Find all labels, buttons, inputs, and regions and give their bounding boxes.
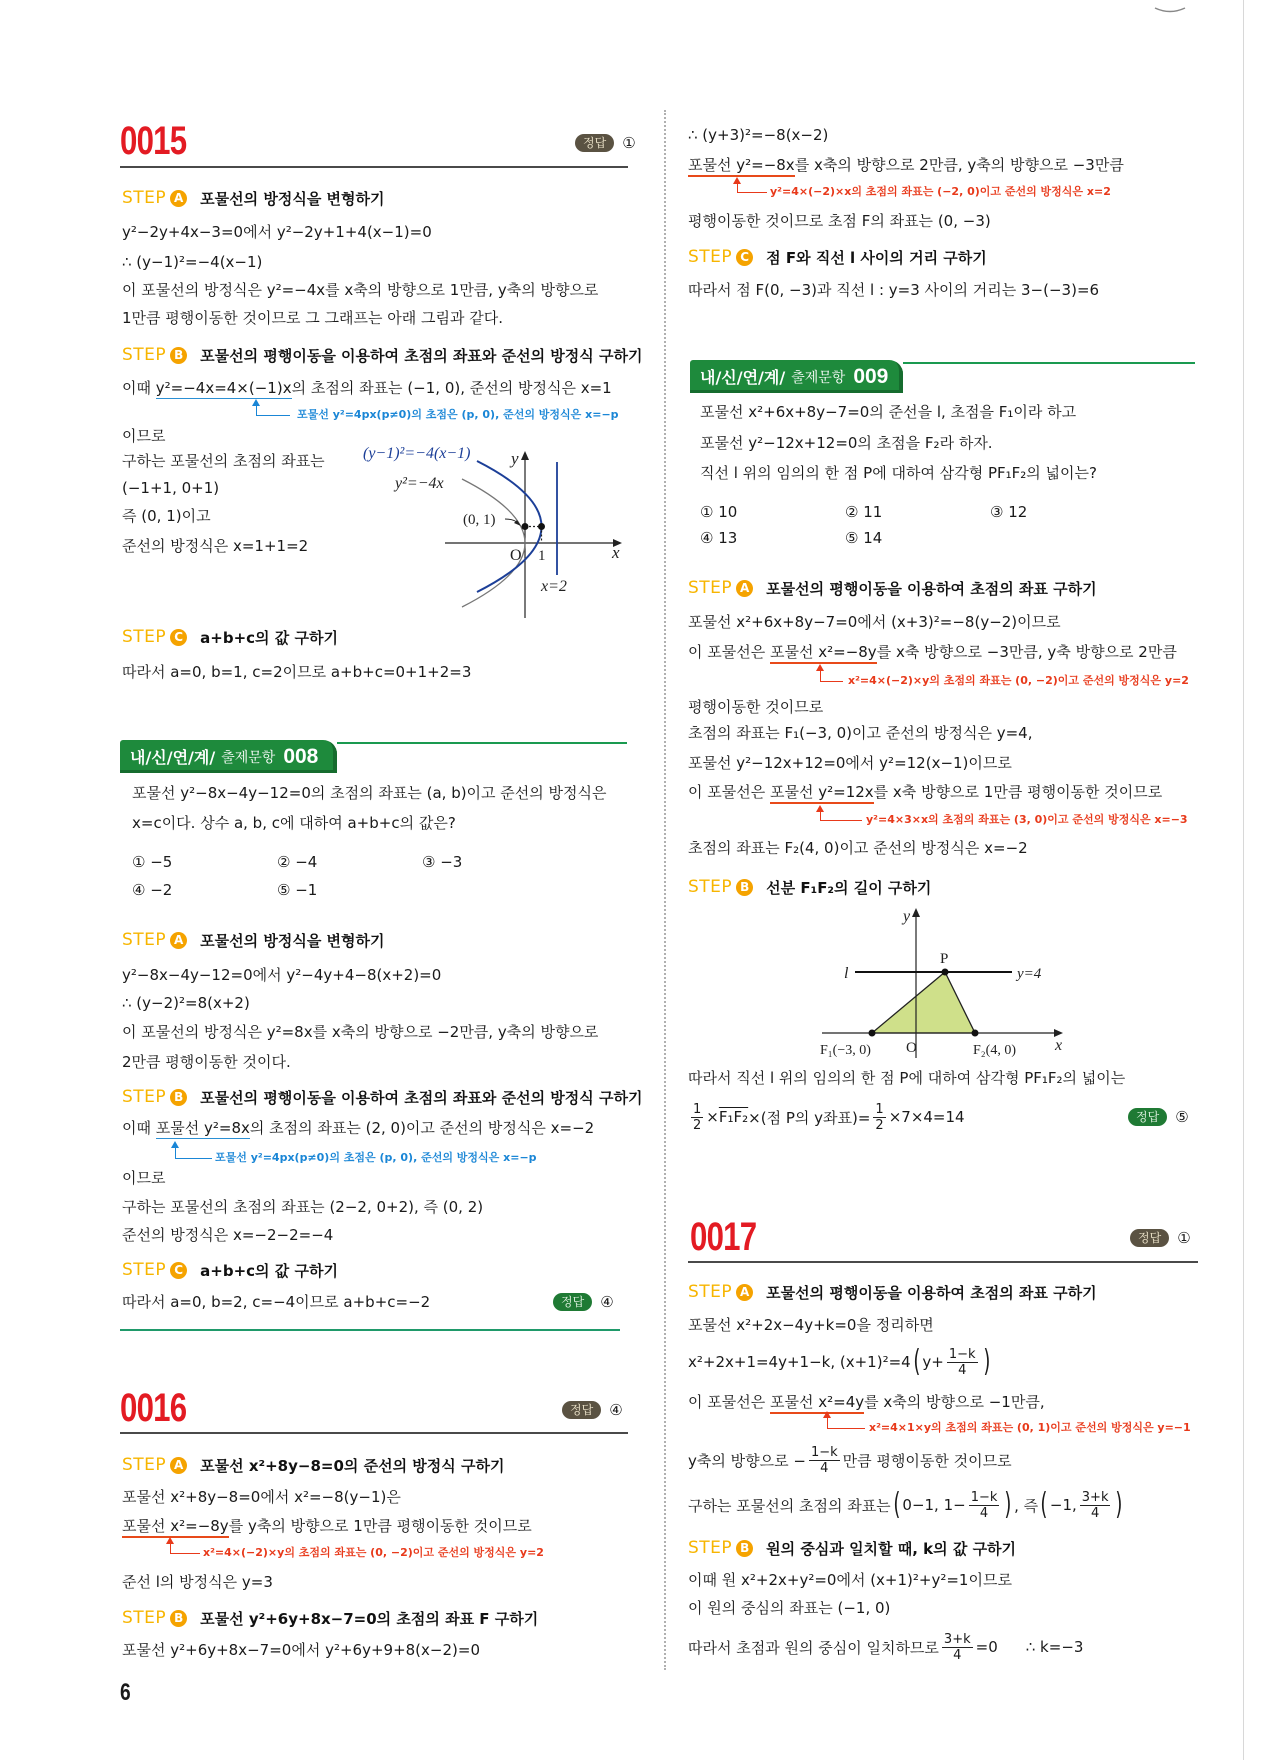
text: 의 초점의 좌표는 (−1, 0), 준선의 방정식은 x=1 [291, 379, 612, 397]
choice-2: ② −4 [277, 853, 318, 871]
arrow-leader [737, 192, 767, 193]
answer-badge: 정답 [562, 1401, 601, 1419]
answer-row [1128, 1107, 1189, 1127]
solution-line: 이므로 [122, 427, 166, 445]
section-divider [120, 1329, 620, 1331]
solution-line: ∴ (y−1)²=−4(x−1) [122, 253, 263, 271]
answer-badge: 정답 [553, 1293, 592, 1311]
point-f1-label: F₁(−3, 0) [820, 1043, 871, 1058]
related-question-header [120, 740, 337, 773]
fraction [809, 1445, 840, 1476]
answer-badge: 정답 [575, 134, 614, 152]
y-axis-label: y [511, 449, 519, 468]
question-line: 포물선 x²+6x+8y−7=0의 준선을 l, 초점을 F₁이라 하고 [700, 403, 1077, 421]
y-axis-label: y [903, 908, 911, 925]
text: =0 [975, 1638, 998, 1656]
answer-value: ⑤ [1175, 1108, 1189, 1126]
answer-value: ④ [600, 1293, 614, 1311]
choice-2: ② 11 [845, 503, 883, 521]
solution-line [688, 782, 1162, 802]
answer-value: ① [622, 134, 636, 152]
denominator: 2 [875, 1117, 884, 1133]
solution-line: 포물선 y²−12x+12=0에서 y²=12(x−1)이므로 [688, 754, 1012, 772]
answer-row [553, 1292, 614, 1312]
solution-line: 평행이동한 것이므로 [688, 698, 824, 716]
step-letter-badge: A [170, 1457, 187, 1474]
step-letter-badge: B [736, 879, 753, 896]
solution-line: y²−2y+4x−3=0에서 y²−2y+1+4(x−1)=0 [122, 223, 432, 241]
tick-label: 1 [538, 548, 546, 564]
page-edge-line [1243, 0, 1244, 1760]
header-rule [337, 742, 627, 744]
solution-line: 포물선 y²+6y+8x−7=0에서 y²+6y+9+8(x−2)=0 [122, 1641, 480, 1659]
numerator: 3+k [1081, 1489, 1109, 1505]
x-axis-label: x [612, 543, 620, 562]
numerator: 1−k [970, 1489, 998, 1505]
underlined-expression: 포물선 y²=−8x [688, 156, 795, 177]
solution-line: 이므로 [122, 1169, 166, 1187]
underlined-expression: 포물선 x²=−8y [770, 643, 877, 664]
fraction [942, 1632, 973, 1663]
denominator: 2 [693, 1117, 702, 1133]
step-b-heading [122, 345, 642, 365]
step-b-heading [122, 1087, 642, 1107]
question-line: 포물선 y²−12x+12=0의 초점을 F₂라 하자. [700, 434, 993, 452]
solution-line: 이 원의 중심의 좌표는 (−1, 0) [688, 1599, 891, 1617]
text: y축의 방향으로 − [688, 1451, 806, 1470]
underlined-expression: 포물선 x²=4y [770, 1393, 864, 1414]
header-prefix: 내/신/연/계/ [700, 368, 786, 387]
step-title: 포물선 y²+6y+8x−7=0의 초점의 좌표 F 구하기 [200, 1609, 539, 1628]
triangle-pf1f2 [872, 972, 975, 1033]
arrow-stem [827, 1416, 828, 1428]
solution-line: 포물선 x²+8y−8=0에서 x²=−8(y−1)은 [122, 1488, 401, 1506]
solution-line: 준선의 방정식은 x=−2−2=−4 [122, 1226, 334, 1244]
arrow-stem [737, 182, 738, 192]
step-title: 원의 중심과 일치할 때, k의 값 구하기 [766, 1539, 1017, 1558]
choice-4: ④ 13 [700, 529, 738, 547]
text: 구하는 포물선의 초점의 좌표는 [688, 1496, 891, 1515]
fraction [947, 1347, 978, 1378]
line-l-label: l [844, 965, 849, 982]
step-label: STEP [688, 247, 733, 267]
step-label: STEP [122, 345, 167, 365]
big-paren: ) [1115, 1487, 1123, 1522]
step-a-heading [122, 188, 385, 208]
shifted-equation-label: (y−1)²=−4(x−1) [363, 445, 471, 462]
solution-line: 1만큼 평행이동한 것이므로 그 그래프는 아래 그림과 같다. [122, 309, 503, 327]
arrow-stem [170, 1542, 171, 1553]
step-title: 포물선의 평행이동을 이용하여 초점의 좌표와 준선의 방정식 구하기 [200, 1088, 643, 1107]
underlined-expression: 포물선 y²=8x [155, 1119, 250, 1137]
solution-line: 즉 (0, 1)이고 [122, 507, 211, 525]
text: 를 x축 방향으로 −3만큼, y축 방향으로 2만큼 [876, 643, 1177, 661]
step-title: 점 F와 직선 l 사이의 거리 구하기 [766, 248, 987, 267]
solution-line [688, 1487, 1125, 1523]
problem-number: 0017 [690, 1215, 757, 1259]
step-letter-badge: A [170, 190, 187, 207]
step-label: STEP [688, 877, 733, 897]
annotation-note: y²=4×3×x의 초점의 좌표는 (3, 0)이고 준선의 방정식은 x=−3 [866, 813, 1188, 826]
step-c-heading [122, 1260, 338, 1280]
step-label: STEP [688, 1282, 733, 1302]
step-label: STEP [122, 1087, 167, 1107]
header-label: 출제문항 [221, 749, 276, 766]
step-label: STEP [122, 1455, 167, 1475]
text: ×7×4=14 [888, 1108, 965, 1126]
arrow-stem [820, 810, 821, 820]
solution-line: 따라서 a=0, b=2, c=−4이므로 a+b+c=−2 [122, 1293, 431, 1311]
step-letter-badge: A [170, 932, 187, 949]
step-a-heading [688, 1282, 1097, 1302]
text: −1, [1049, 1496, 1077, 1514]
denominator: 4 [953, 1647, 962, 1663]
solution-line: 따라서 직선 l 위의 임의의 한 점 P에 대하여 삼각형 PF₁F₂의 넓이는 [688, 1069, 1126, 1087]
big-paren: ( [1040, 1487, 1048, 1522]
question-line: 직선 l 위의 임의의 한 점 P에 대하여 삼각형 PF₁F₂의 넓이는? [700, 464, 1097, 482]
choice-4: ④ −2 [132, 881, 173, 899]
denominator: 4 [820, 1460, 829, 1476]
annotation-note: y²=4×(−2)×x의 초점의 좌표는 (−2, 0)이고 준선의 방정식은 x=2 [770, 185, 1111, 198]
origin-label: O [906, 1040, 917, 1056]
text: ×(점 P의 y좌표)= [748, 1108, 871, 1127]
step-letter-badge: C [736, 249, 753, 266]
step-c-heading [688, 247, 987, 267]
numerator: 1−k [948, 1346, 976, 1362]
original-equation-label: y²=−4x [395, 475, 444, 492]
solution-line: 따라서 a=0, b=1, c=2이므로 a+b+c=0+1+2=3 [122, 663, 472, 681]
problem-number: 0015 [120, 119, 187, 163]
heading-rule [688, 1261, 1198, 1263]
solution-line [688, 1344, 992, 1380]
solution-line: 준선의 방정식은 x=1+1=2 [122, 537, 309, 555]
step-title: 포물선의 평행이동을 이용하여 초점의 좌표 구하기 [766, 1283, 1097, 1302]
answer-badge: 정답 [1130, 1229, 1169, 1247]
solution-line: 이 포물선의 방정식은 y²=8x를 x축의 방향으로 −2만큼, y축의 방향으로 [122, 1023, 599, 1041]
parabola-graph [350, 430, 650, 630]
problem-number: 0016 [120, 1386, 187, 1430]
point-f2-label: F₂(4, 0) [973, 1043, 1016, 1058]
solution-line: (−1+1, 0+1) [122, 479, 220, 497]
arrow-leader [820, 820, 862, 821]
text: y+ [922, 1353, 944, 1371]
solution-line: 평행이동한 것이므로 초점 F의 좌표는 (0, −3) [688, 212, 991, 230]
choice-1: ① −5 [132, 853, 173, 871]
heading-rule [120, 1432, 628, 1434]
arrow-leader [170, 1553, 200, 1554]
big-paren: ) [982, 1344, 990, 1379]
step-title: a+b+c의 값 구하기 [200, 628, 338, 647]
step-label: STEP [122, 1260, 167, 1280]
text: , 즉 [1014, 1496, 1039, 1515]
step-c-heading [122, 627, 338, 647]
denominator: 4 [1090, 1505, 1100, 1521]
solution-line: 포물선 x²+2x−4y+k=0을 정리하면 [688, 1316, 934, 1334]
step-label: STEP [122, 930, 167, 950]
step-a-heading [122, 1455, 504, 1475]
header-number: 009 [853, 364, 889, 388]
choice-3: ③ −3 [422, 853, 463, 871]
solution-line: ∴ (y+3)²=−8(x−2) [688, 126, 829, 144]
step-letter-badge: B [736, 1540, 753, 1557]
annotation-note: 포물선 y²=4px(p≠0)의 초점은 (p, 0), 준선의 방정식은 x=−p [215, 1151, 537, 1164]
area-formula [688, 1099, 965, 1135]
denominator: 4 [958, 1362, 967, 1378]
related-question-header [690, 360, 903, 393]
solution-line: 이때 원 x²+2x+y²=0에서 (x+1)²+y²=1이므로 [688, 1571, 1012, 1589]
column-divider [664, 110, 666, 1670]
annotation-note: x²=4×1×y의 초점의 좌표는 (0, 1)이고 준선의 방정식은 y=−1 [869, 1421, 1191, 1434]
answer-value: ④ [609, 1401, 623, 1419]
solution-line: 2만큼 평행이동한 것이다. [122, 1053, 291, 1071]
text: 이 포물선은 [688, 643, 770, 661]
page-number: 6 [120, 1679, 131, 1706]
triangle-graph [810, 900, 1075, 1065]
solution-line: 구하는 포물선의 초점의 좌표는 [122, 452, 325, 470]
x-axis-label: x [1055, 1037, 1063, 1054]
solution-line: ∴ (y−2)²=8(x+2) [122, 994, 250, 1012]
solution-line [688, 1629, 1083, 1665]
arrow-leader [827, 1428, 865, 1429]
solution-line [688, 155, 1124, 175]
step-b-heading [122, 1608, 538, 1628]
conclusion: ∴ k=−3 [1025, 1638, 1084, 1656]
answer-value: ① [1177, 1229, 1191, 1247]
step-title: 포물선의 방정식을 변형하기 [200, 931, 385, 950]
solution-line: 초점의 좌표는 F₁(−3, 0)이고 준선의 방정식은 y=4, [688, 724, 1033, 742]
big-paren: ) [1004, 1487, 1012, 1522]
step-label: STEP [688, 578, 733, 598]
focus-label: (0, 1) [463, 512, 496, 528]
text: 이때 [122, 1119, 156, 1137]
line-equation-label: y=4 [1017, 966, 1042, 982]
underlined-expression: 포물선 x²=−8y [122, 1517, 229, 1538]
text: × [706, 1108, 719, 1126]
segment-f1f2: F₁F₂ [718, 1108, 749, 1126]
arrow-stem [175, 1146, 176, 1158]
question-line: x=c이다. 상수 a, b, c에 대하여 a+b+c의 값은? [132, 814, 456, 832]
text: 이 포물선은 [688, 783, 770, 801]
annotation-note: 포물선 y²=4px(p≠0)의 초점은 (p, 0), 준선의 방정식은 x=−p [297, 408, 619, 421]
annotation-note: x²=4×(−2)×y의 초점의 좌표는 (0, −2)이고 준선의 방정식은 y=2 [848, 674, 1189, 687]
text: 를 x축의 방향으로 2만큼, y축의 방향으로 −3만큼 [794, 156, 1124, 174]
step-title: 포물선 x²+8y−8=0의 준선의 방정식 구하기 [200, 1456, 505, 1475]
text: 0−1, 1− [902, 1496, 966, 1514]
answer-row [575, 133, 636, 153]
text: 를 x축의 방향으로 −1만큼, [864, 1393, 1045, 1411]
denominator: 4 [979, 1505, 989, 1521]
solution-line [122, 1516, 532, 1536]
choice-5: ⑤ −1 [277, 881, 318, 899]
arrow-leader [820, 681, 843, 682]
solution-line: 포물선 x²+6x+8y−7=0에서 (x+3)²=−8(y−2)이므로 [688, 613, 1061, 631]
solution-line: 초점의 좌표는 F₂(4, 0)이고 준선의 방정식은 x=−2 [688, 839, 1028, 857]
header-number: 008 [283, 744, 319, 768]
arrow-stem [256, 404, 257, 415]
choice-5: ⑤ 14 [845, 529, 883, 547]
text: 이때 [122, 379, 156, 397]
text: 의 초점의 좌표는 (2, 0)이고 준선의 방정식은 x=−2 [249, 1119, 595, 1137]
text: 이 포물선은 [688, 1393, 770, 1411]
step-label: STEP [122, 627, 167, 647]
big-paren: ( [893, 1487, 901, 1522]
step-letter-badge: A [736, 580, 753, 597]
underlined-expression: y²=−4x=4×(−1)x [155, 379, 292, 397]
solution-line: 따라서 점 F(0, −3)과 직선 l : y=3 사이의 거리는 3−(−3)=6 [688, 281, 1100, 299]
step-letter-badge: B [170, 347, 187, 364]
step-a-heading [688, 578, 1097, 598]
numerator: 1 [693, 1101, 702, 1117]
step-title: 포물선의 평행이동을 이용하여 초점의 좌표 구하기 [766, 579, 1097, 598]
page-corner-arc [1150, 2, 1190, 16]
step-label: STEP [122, 188, 167, 208]
heading-rule [120, 166, 628, 168]
solution-line [688, 1392, 1045, 1412]
text: 를 x축 방향으로 1만큼 평행이동한 것이므로 [873, 783, 1163, 801]
step-label: STEP [688, 1538, 733, 1558]
answer-row [1130, 1228, 1191, 1248]
text: 따라서 초점과 원의 중심이 일치하므로 [688, 1638, 939, 1657]
text: 만큼 평행이동한 것이므로 [842, 1451, 1012, 1470]
fraction [873, 1102, 885, 1133]
underlined-expression: 포물선 y²=12x [770, 783, 874, 804]
big-paren: ( [913, 1344, 921, 1379]
answer-row [562, 1400, 623, 1420]
text: 를 y축의 방향으로 1만큼 평행이동한 것이므로 [228, 1517, 532, 1535]
numerator: 1−k [810, 1444, 838, 1460]
step-title: 포물선의 평행이동을 이용하여 초점의 좌표와 준선의 방정식 구하기 [200, 346, 643, 365]
solution-line: 준선 l의 방정식은 y=3 [122, 1573, 273, 1591]
text: x²+2x+1=4y+1−k, (x+1)²=4 [688, 1353, 911, 1371]
step-letter-badge: B [170, 1610, 187, 1627]
solution-line: y²−8x−4y−12=0에서 y²−4y+4−8(x+2)=0 [122, 966, 442, 984]
step-letter-badge: A [736, 1284, 753, 1301]
arrow-stem [820, 669, 821, 681]
step-title: 선분 F₁F₂의 길이 구하기 [766, 878, 932, 897]
fraction [691, 1102, 703, 1133]
solution-line [688, 1442, 1012, 1478]
header-prefix: 내/신/연/계/ [130, 748, 216, 767]
step-letter-badge: C [170, 629, 187, 646]
answer-badge: 정답 [1128, 1108, 1167, 1126]
step-label: STEP [122, 1608, 167, 1628]
header-label: 출제문항 [791, 369, 846, 386]
choice-1: ① 10 [700, 503, 738, 521]
annotation-note: x²=4×(−2)×y의 초점의 좌표는 (0, −2)이고 준선의 방정식은 y=2 [203, 1546, 544, 1559]
choice-3: ③ 12 [990, 503, 1028, 521]
fraction [969, 1490, 1000, 1521]
fraction [1080, 1490, 1111, 1521]
solution-line [688, 642, 1177, 662]
solution-line [122, 1118, 594, 1138]
arrow-leader [175, 1158, 212, 1159]
step-letter-badge: C [170, 1262, 187, 1279]
step-a-heading [122, 930, 385, 950]
origin-label: O [510, 547, 522, 564]
step-letter-badge: B [170, 1089, 187, 1106]
point-p-label: P [940, 951, 949, 967]
numerator: 1 [875, 1101, 884, 1117]
solution-line [122, 378, 612, 398]
step-title: a+b+c의 값 구하기 [200, 1261, 338, 1280]
directrix-label: x=2 [541, 578, 567, 595]
header-rule [903, 362, 1195, 364]
step-b-heading [688, 877, 931, 897]
numerator: 3+k [943, 1631, 971, 1647]
step-title: 포물선의 방정식을 변형하기 [200, 189, 385, 208]
solution-line: 구하는 포물선의 초점의 좌표는 (2−2, 0+2), 즉 (0, 2) [122, 1198, 484, 1216]
question-line: 포물선 y²−8x−4y−12=0의 초점의 좌표는 (a, b)이고 준선의 방정식은 [132, 784, 607, 802]
arrow-leader [256, 415, 290, 416]
step-b-heading [688, 1538, 1016, 1558]
solution-line: 이 포물선의 방정식은 y²=−4x를 x축의 방향으로 1만큼, y축의 방향으로 [122, 281, 599, 299]
